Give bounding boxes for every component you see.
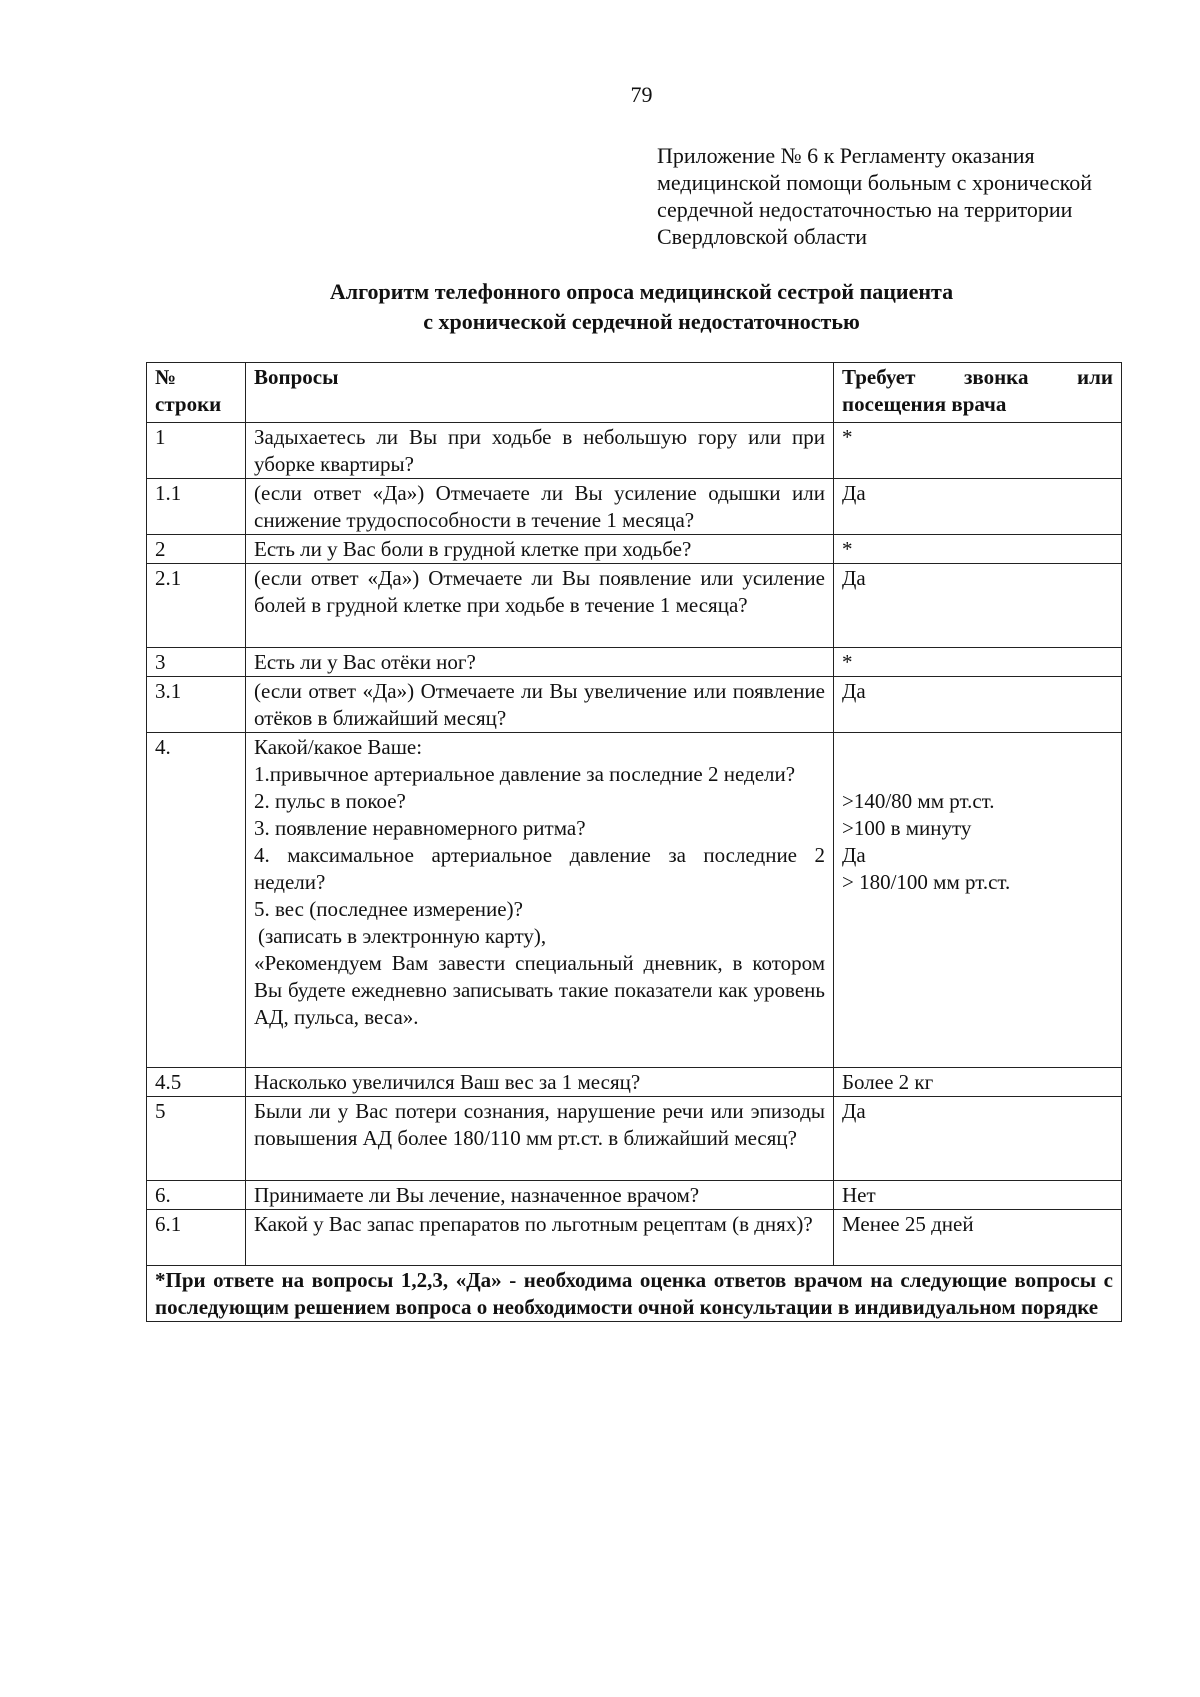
header-row-number — [147, 363, 246, 423]
table-row — [147, 564, 1122, 648]
header-questions: Вопросы — [246, 363, 834, 423]
table-row-vitals — [147, 733, 1122, 1068]
header-number-symbol: № — [155, 365, 177, 389]
row-answer: Более 2 кг — [834, 1068, 1122, 1097]
table-row — [147, 535, 1122, 564]
vitals-answer: >100 в минуту — [842, 816, 972, 840]
table-row — [147, 423, 1122, 479]
appendix-line: Свердловской области — [657, 224, 867, 249]
row-question: Насколько увеличился Ваш вес за 1 месяц? — [246, 1068, 834, 1097]
page-number: 79 — [630, 82, 653, 107]
header-answer-line1 — [842, 364, 1113, 391]
title-line: Алгоритм телефонного опроса медицинской сестрой пациента — [329, 279, 954, 304]
row-number: 1 — [147, 423, 246, 479]
table-footnote-row — [147, 1266, 1122, 1322]
row-answer: * — [834, 535, 1122, 564]
footnote: *При ответе на вопросы 1,2,3, «Да» - необходима оценка ответов врачом на следующие вопросы с последующим решением вопроса о необходимости очной консультации в индивидуальном порядке — [147, 1266, 1122, 1322]
row-question: (если ответ «Да») Отмечаете ли Вы увеличение или появление отёков в ближайший месяц? — [246, 677, 834, 733]
appendix-line: сердечной недостаточностью на территории — [657, 197, 1073, 222]
table-header-row — [147, 363, 1122, 423]
row-number: 6.1 — [147, 1210, 246, 1266]
header-answer — [834, 363, 1122, 423]
row-answer: Да — [834, 677, 1122, 733]
vitals-answers — [842, 734, 1113, 896]
vitals-answer: >140/80 мм рт.ст. — [842, 789, 995, 813]
appendix-note — [657, 142, 1137, 250]
row-question: (если ответ «Да») Отмечаете ли Вы появление или усиление болей в грудной клетке при ходьбе в течение 1 месяца? — [246, 564, 834, 648]
row-question: Принимаете ли Вы лечение, назначенное врачом? — [246, 1181, 834, 1210]
vitals-question: 1.привычное артериальное давление за последние 2 недели? — [254, 762, 796, 786]
row-number: 4.5 — [147, 1068, 246, 1097]
row-question: Какой у Вас запас препаратов по льготным рецептам (в днях)? — [246, 1210, 834, 1266]
row-number: 3 — [147, 648, 246, 677]
row-question: Есть ли у Вас боли в грудной клетке при ходьбе? — [246, 535, 834, 564]
row-answer: * — [834, 648, 1122, 677]
vitals-question: 2. пульс в покое? — [254, 789, 406, 813]
row-answer: Да — [834, 479, 1122, 535]
title-line: с хронической сердечной недостаточностью — [423, 309, 860, 334]
table-row — [147, 677, 1122, 733]
row-number: 1.1 — [147, 479, 246, 535]
row-number: 3.1 — [147, 677, 246, 733]
table-row — [147, 1068, 1122, 1097]
header-answer-line2: посещения врача — [842, 392, 1007, 416]
vitals-intro: Какой/какое Ваше: — [254, 735, 423, 759]
row-question: Задыхаетесь ли Вы при ходьбе в небольшую гору или при уборке квартиры? — [246, 423, 834, 479]
document-title — [0, 277, 1200, 337]
row-number: 2 — [147, 535, 246, 564]
table-row — [147, 648, 1122, 677]
appendix-line: Приложение № 6 к Регламенту оказания — [657, 143, 1035, 168]
vitals-question: 4. максимальное артериальное давление за последние 2 недели? — [254, 843, 825, 894]
header-answer-word: Требует — [842, 365, 916, 389]
vitals-answer: Да — [842, 843, 866, 867]
header-answer-word: или — [1077, 365, 1113, 389]
row-answer: Нет — [834, 1181, 1122, 1210]
table-row — [147, 1181, 1122, 1210]
row-number: 2.1 — [147, 564, 246, 648]
vitals-question: 3. появление неравномерного ритма? — [254, 816, 586, 840]
header-answer-word: звонка — [963, 365, 1029, 389]
survey-table — [146, 362, 1122, 1322]
vitals-question: 5. вес (последнее измерение)? — [254, 897, 523, 921]
table-row — [147, 1097, 1122, 1181]
row-number: 5 — [147, 1097, 246, 1181]
row-question: Есть ли у Вас отёки ног? — [246, 648, 834, 677]
row-answer: Да — [834, 1097, 1122, 1181]
row-question: (если ответ «Да») Отмечаете ли Вы усиление одышки или снижение трудоспособности в течение 1 месяца? — [246, 479, 834, 535]
row-answer: * — [834, 423, 1122, 479]
row-question: Были ли у Вас потери сознания, нарушение речи или эпизоды повышения АД более 180/110 мм рт.ст. в ближайший месяц? — [246, 1097, 834, 1181]
appendix-line: медицинской помощи больным с хронической — [657, 170, 1092, 195]
vitals-note: (записать в электронную карту), — [258, 924, 547, 948]
row-question-vitals — [246, 733, 834, 1068]
row-answer: Менее 25 дней — [834, 1210, 1122, 1266]
row-answer-vitals — [834, 733, 1122, 1068]
header-number-label: строки — [155, 392, 222, 416]
table-row — [147, 479, 1122, 535]
row-answer: Да — [834, 564, 1122, 648]
table-row — [147, 1210, 1122, 1266]
vitals-answer: > 180/100 мм рт.ст. — [842, 870, 1011, 894]
vitals-recommendation: «Рекомендуем Вам завести специальный дневник, в котором Вы будете ежедневно записывать такие показатели как уровень АД, пульса, веса». — [254, 951, 825, 1029]
row-number: 6. — [147, 1181, 246, 1210]
row-number: 4. — [147, 733, 246, 1068]
